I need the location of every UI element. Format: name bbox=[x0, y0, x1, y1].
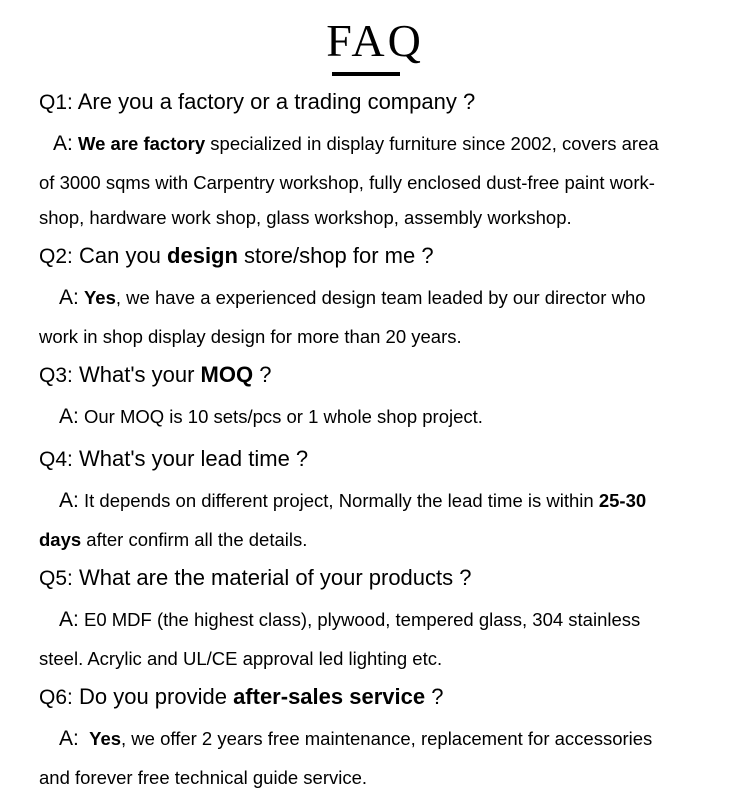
answer-emphasis: We are factory bbox=[77, 133, 206, 154]
question-text-end: ? bbox=[425, 684, 444, 709]
question-2 bbox=[39, 242, 434, 271]
question-text: What are the material of your products ? bbox=[72, 565, 472, 590]
page-title: FAQ bbox=[326, 15, 424, 66]
answer-emphasis: Yes bbox=[89, 728, 122, 749]
answer-6-line-2: and forever free technical guide service. bbox=[39, 767, 368, 788]
answer-text: , we have a experienced design team leaded by our director who bbox=[115, 287, 646, 308]
question-text: What's your lead time ? bbox=[72, 446, 309, 471]
answer-label: A: bbox=[59, 489, 79, 512]
question-emphasis: after-sales service bbox=[233, 684, 426, 709]
answer-5-line-1 bbox=[59, 601, 739, 639]
answer-text: It depends on different project, Normally the lead time is within bbox=[78, 490, 599, 511]
question-number: Q4: bbox=[39, 448, 73, 471]
question-text: Do you provide bbox=[72, 684, 234, 709]
question-text: What's your bbox=[72, 362, 201, 387]
question-text: Are you a factory or a trading company ? bbox=[72, 89, 476, 114]
answer-text: after confirm all the details. bbox=[81, 529, 308, 550]
answer-emphasis: 25-30 bbox=[598, 490, 647, 511]
question-number: Q1: bbox=[39, 91, 73, 114]
question-text-end: store/shop for me ? bbox=[237, 243, 434, 268]
question-1 bbox=[39, 88, 475, 117]
answer-label: A: bbox=[59, 608, 79, 631]
answer-1-line-3: shop, hardware work shop, glass workshop, assembly workshop. bbox=[39, 207, 572, 228]
answer-text: E0 MDF (the highest class), plywood, tempered glass, 304 stainless bbox=[78, 609, 641, 630]
question-emphasis: MOQ bbox=[200, 362, 254, 387]
question-emphasis: design bbox=[167, 243, 238, 268]
question-text: Can you bbox=[72, 243, 168, 268]
answer-2-line-2: work in shop display design for more than 20 years. bbox=[39, 326, 462, 347]
question-number: Q2: bbox=[39, 245, 73, 268]
answer-2-line-1 bbox=[59, 279, 739, 317]
answer-label: A: bbox=[59, 727, 79, 750]
question-4 bbox=[39, 445, 308, 474]
answer-6-line-1 bbox=[59, 720, 739, 758]
answer-text: specialized in display furniture since 2002, covers area bbox=[205, 133, 659, 154]
answer-label: A: bbox=[53, 132, 73, 155]
title-underline bbox=[332, 72, 400, 76]
answer-emphasis: Yes bbox=[83, 287, 116, 308]
question-5 bbox=[39, 564, 472, 593]
question-number: Q6: bbox=[39, 686, 73, 709]
answer-1-line-2: of 3000 sqms with Carpentry workshop, fully enclosed dust-free paint work- bbox=[39, 172, 655, 193]
question-text-end: ? bbox=[253, 362, 272, 387]
answer-3-line-1 bbox=[59, 398, 739, 436]
answer-text: , we offer 2 years free maintenance, replacement for accessories bbox=[121, 728, 653, 749]
answer-label: A: bbox=[59, 405, 79, 428]
answer-5-line-2: steel. Acrylic and UL/CE approval led lighting etc. bbox=[39, 648, 443, 669]
question-6 bbox=[39, 683, 443, 712]
answer-text: Our MOQ is 10 sets/pcs or 1 whole shop project. bbox=[78, 406, 483, 427]
question-3 bbox=[39, 361, 271, 390]
answer-4-line-1 bbox=[59, 482, 739, 520]
answer-4-line-2 bbox=[39, 521, 719, 559]
answer-label: A: bbox=[59, 286, 79, 309]
answer-1-line-1 bbox=[53, 125, 733, 163]
question-number: Q3: bbox=[39, 364, 73, 387]
answer-emphasis-days: days bbox=[39, 529, 82, 550]
question-number: Q5: bbox=[39, 567, 73, 590]
